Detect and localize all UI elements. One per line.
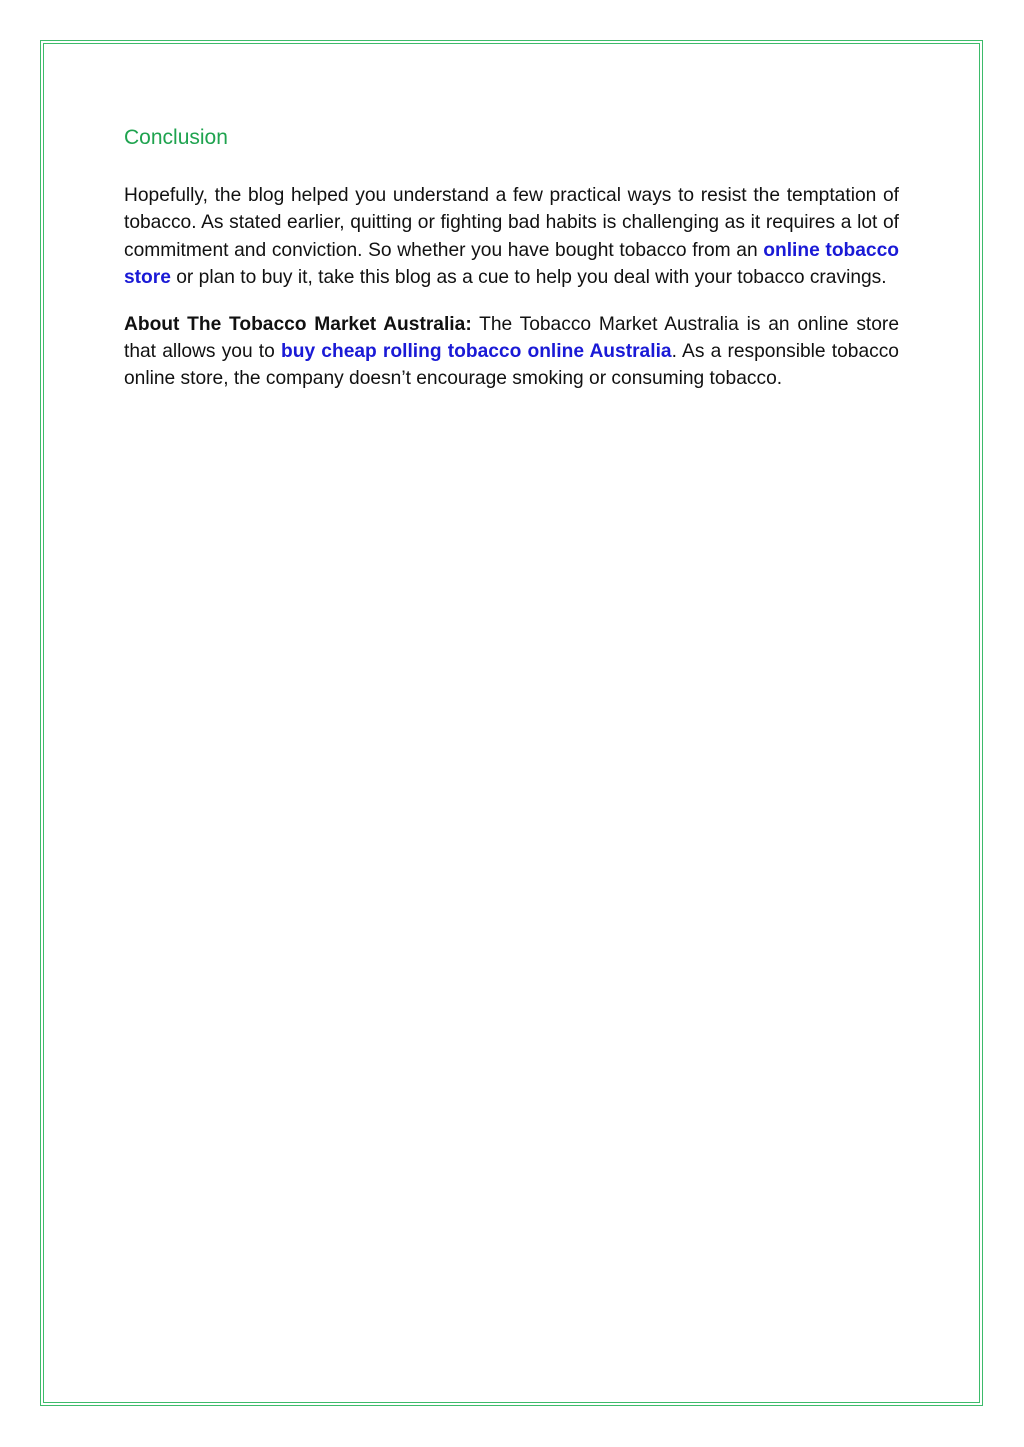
conclusion-text-end: or plan to buy it, take this blog as a cue to help you deal with your tobacco cravings. [170, 267, 887, 289]
about-paragraph [124, 311, 899, 393]
conclusion-text-start: Hopefully, the blog helped you understand a few practical ways to resist the temptation of tobacco. As stated earlier, quitting or fighting bad habits is challenging as it requires a lot of commitment and conviction. So whether you have bought tobacco from an [124, 185, 899, 261]
about-label: About The Tobacco Market Australia: [124, 313, 472, 335]
online-tobacco-store-link[interactable]: online tobacco store [124, 239, 899, 289]
section-heading: Conclusion [124, 126, 228, 149]
document-content [124, 120, 899, 412]
conclusion-paragraph [124, 182, 899, 292]
buy-cheap-rolling-tobacco-link[interactable]: buy cheap rolling tobacco online Australia [281, 341, 672, 363]
about-text-start: The Tobacco Market Australia is an online store that allows you to [124, 313, 899, 363]
about-text-end: . As a responsible tobacco online store, the company doesn’t encourage smoking or consuming tobacco. [124, 341, 899, 390]
